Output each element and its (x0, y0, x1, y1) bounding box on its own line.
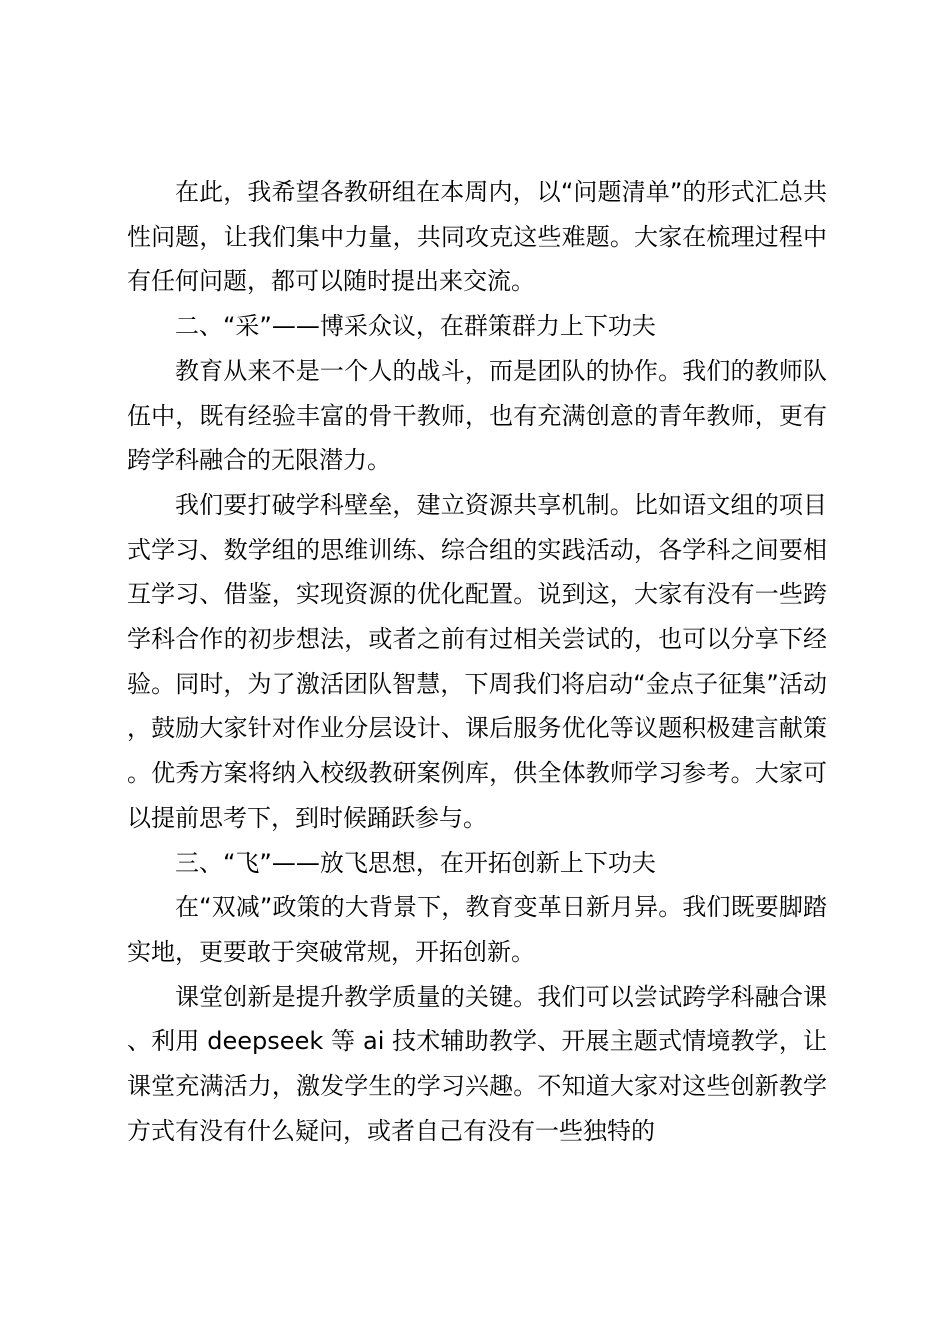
paragraph-5: 课堂创新是提升教学质量的关键。我们可以尝试跨学科融合课、利用 deepseek 等 ai 技术辅助教学、开展主题式情境教学，让课堂充满活力，激发学生的学习兴趣。不知道大家对这些创新教学方式有没有什么疑问，或者自己有没有一些独特的 (127, 982, 827, 1145)
paragraph-3: 我们要打破学科壁垒，建立资源共享机制。比如语文组的项目式学习、数学组的思维训练、综合组的实践活动，各学科之间要相互学习、借鉴，实现资源的优化配置。说到这，大家有没有一些跨学科合作的初步想法，或者之前有过相关尝试的，也可以分享下经验。同时，为了激活团队智慧，下周我们将启动“金点子征集”活动，鼓励大家针对作业分层设计、课后服务优化等议题积极建言献策。优秀方案将纳入校级教研案例库，供全体教师学习参考。大家可以提前思考下，到时候踊跃参与。 (127, 490, 827, 832)
section-heading-3: 三、“飞”——放飞思想，在开拓创新上下功夫 (175, 848, 656, 877)
section-heading-2: 二、“采”——博采众议，在群策群力上下功夫 (175, 312, 656, 341)
document-body (127, 170, 827, 1153)
paragraph-2: 教育从来不是一个人的战斗，而是团队的协作。我们的教师队伍中，既有经验丰富的骨干教师，也有充满创意的青年教师，更有跨学科融合的无限潜力。 (127, 356, 827, 475)
paragraph-4: 在“双减”政策的大背景下，教育变革日新月异。我们既要脚踏实地，更要敢于突破常规，开拓创新。 (127, 893, 827, 966)
paragraph-1: 在此，我希望各教研组在本周内，以“问题清单”的形式汇总共性问题，让我们集中力量，共同攻克这些难题。大家在梳理过程中有任何问题，都可以随时提出来交流。 (127, 178, 827, 296)
